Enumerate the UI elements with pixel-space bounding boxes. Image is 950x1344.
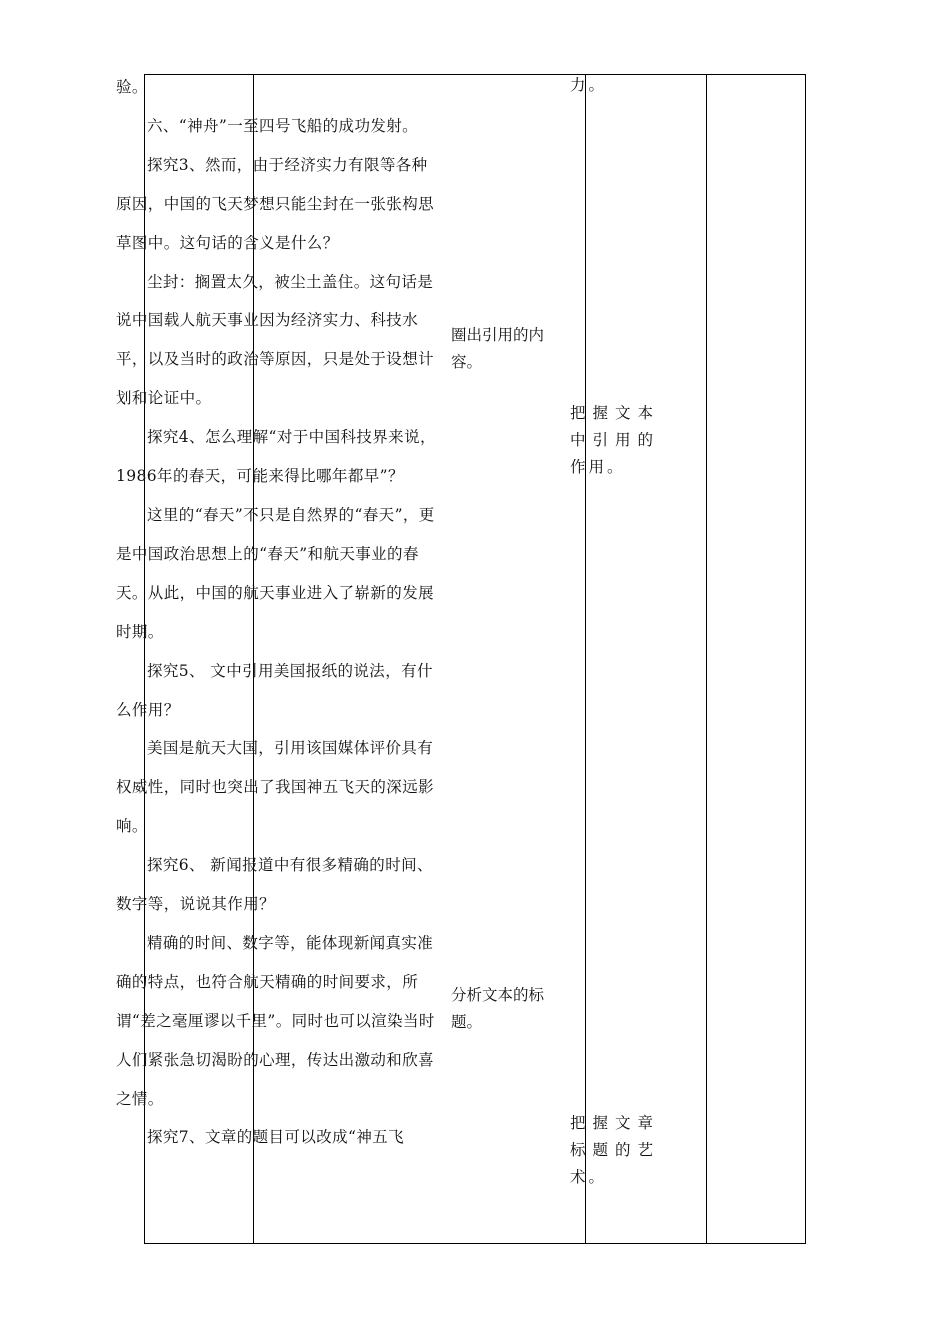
- student-activity-note: 分析文本的标题。: [451, 986, 545, 1031]
- content-paragraph: 这里的“春天”不只是自然界的“春天”，更是中国政治思想上的“春天”和航天事业的春天。从此，中国的航天事业进入了崭新的发展时期。: [116, 505, 435, 641]
- content-paragraph: 精确的时间、数字等，能体现新闻真实准确的特点，也符合航天精确的时间要求，所谓“差之毫厘谬以千里”。同时也可以渲染当时人们紧张急切渴盼的心理，传达出激动和欣喜之情。: [116, 933, 435, 1108]
- content-paragraph: 尘封：搁置太久，被尘土盖住。这句话是说中国载人航天事业因为经济实力、科技水平，以及当时的政治等原因，只是处于设想计划和论证中。: [116, 272, 435, 408]
- content-paragraph: 探究7、文章的题目可以改成“神五飞: [147, 1128, 405, 1147]
- teaching-content: [116, 70, 436, 1157]
- content-paragraph: 探究4、怎么理解“对于中国科技界来说，1986年的春天，可能来得比哪年都早”？: [116, 428, 436, 486]
- content-paragraph: 六、“神舟”一至四号飞船的成功发射。: [147, 116, 419, 135]
- content-paragraph: 探究3、然而，由于经济实力有限等各种原因，中国的飞天梦想只能尘封在一张张构思草图中。这句话的含义是什么？: [116, 155, 435, 252]
- table-column-4: [707, 75, 805, 1243]
- student-activity-note: 圈出引用的内容。: [451, 326, 545, 371]
- content-paragraph: 美国是航天大国，引用该国媒体评价具有权威性，同时也突出了我国神五飞天的深远影响。: [116, 739, 435, 836]
- content-paragraph: 探究6、 新闻报道中有很多精确的时间、数字等，说说其作用？: [116, 856, 433, 914]
- design-intent-note: 把握文本中引用的作用。: [570, 404, 656, 476]
- design-intent-note: 力。: [570, 76, 608, 94]
- design-intent-note: 把握文章标题的艺术。: [570, 1114, 656, 1186]
- content-paragraph: 验。: [116, 78, 148, 96]
- table-column-3: [586, 75, 707, 1243]
- content-paragraph: 探究5、 文中引用美国报纸的说法，有什么作用？: [116, 661, 433, 719]
